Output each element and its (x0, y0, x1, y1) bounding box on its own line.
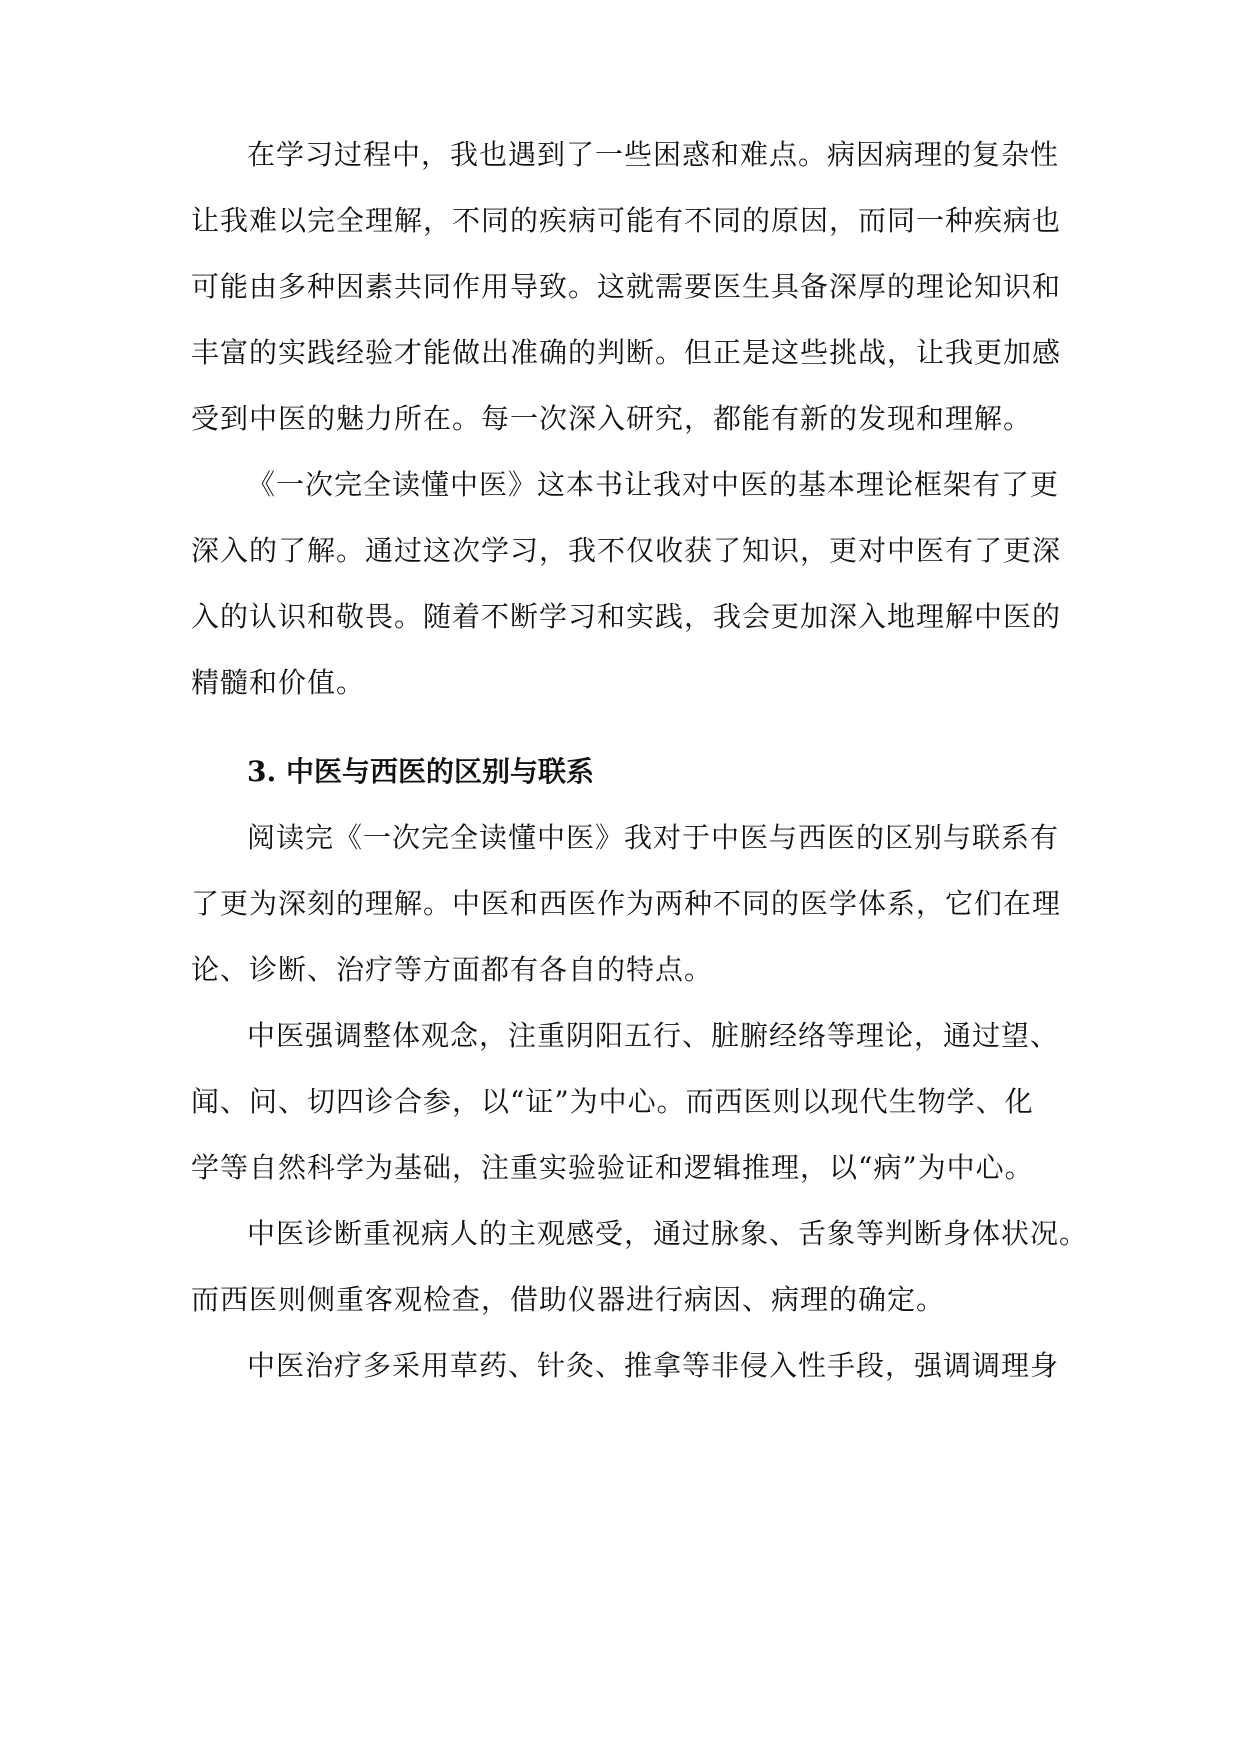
text-line: 让我难以完全理解，不同的疾病可能有不同的原因，而同一种疾病也 (191, 204, 1062, 237)
text-line: 中医诊断重视病人的主观感受，通过脉象、舌象等判断身体状况。 (247, 1217, 1089, 1250)
text-line: 学等自然科学为基础，注重实验验证和逻辑推理，以“病”为中心。 (191, 1151, 1034, 1184)
text-line: 入的认识和敬畏。随着不断学习和实践，我会更加深入地理解中医的 (191, 600, 1062, 633)
text-line: 中医强调整体观念，注重阴阳五行、脏腑经络等理论，通过望、 (247, 1019, 1060, 1052)
section-heading: 3. 中医与西医的区别与联系 (247, 755, 594, 788)
text-line: 论、诊断、治疗等方面都有各自的特点。 (191, 953, 714, 986)
text-line: 而西医则侧重客观检查，借助仪器进行病因、病理的确定。 (191, 1283, 946, 1316)
text-line: 《一次完全读懂中医》这本书让我对中医的基本理论框架有了更 (247, 468, 1060, 501)
text-line: 精髓和价值。 (191, 666, 366, 699)
text-line: 在学习过程中，我也遇到了一些困惑和难点。病因病理的复杂性 (247, 138, 1060, 171)
text-line: 受到中医的魅力所在。每一次深入研究，都能有新的发现和理解。 (191, 402, 1033, 435)
text-line: 阅读完《一次完全读懂中医》我对于中医与西医的区别与联系有 (247, 821, 1060, 854)
text-line: 深入的了解。通过这次学习，我不仅收获了知识，更对中医有了更深 (191, 534, 1062, 567)
text-line: 闻、问、切四诊合参，以“证”为中心。而西医则以现代生物学、化 (191, 1085, 1034, 1118)
text-line: 丰富的实践经验才能做出准确的判断。但正是这些挑战，让我更加感 (191, 336, 1062, 369)
text-line: 中医治疗多采用草药、针灸、推拿等非侵入性手段，强调调理身 (247, 1349, 1060, 1382)
text-line: 了更为深刻的理解。中医和西医作为两种不同的医学体系，它们在理 (191, 887, 1062, 920)
text-line: 可能由多种因素共同作用导致。这就需要医生具备深厚的理论知识和 (191, 270, 1062, 303)
